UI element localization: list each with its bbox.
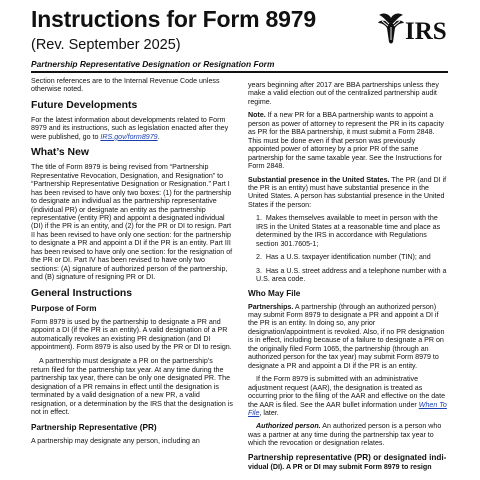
partnerships-text: A partnership (through an authorized person) may submit Form 8979 to designate a PR and appoint a DI if the PR is an entity. In doing so, any prior designation/appointment is revoked. Also, if no PR designation is in effect, including because of a failure to designate a PR on the originally filed Form 1065, the partnership (through an authorized person for the tax year) may submit Form 8979 to designate a PR and appoint a DI if the PR is an entity.: [248, 302, 445, 370]
logo-text: IRS: [405, 18, 447, 45]
substantial-presence-paragraph: [248, 176, 448, 210]
irs-eagle-logo: [376, 8, 447, 48]
future-end: .: [157, 132, 160, 141]
whats-new-text: The title of Form 8979 is being revised from “Partnership Representative Revocation, Designation, and Resignation” to “Partnership Representative Designation or Resignation.” Part I has been revised to have only two boxes: (1) for the partnership to designate an individual as the partnership representative (individual PR) or designate an entity as the partnership representative (entity PR) and appoint a designated individual (DI) if the PR is an entity, and (2) for the PR or DI to resign. Part II has been revised to have only one section: for the partnership to designate a PR and appoint a DI if the PR is an entity. Part III has been revised to have only one section: for the resignation of the PR or DI. Part IV has been revised to have only two sections: (A) signature of authorized person of the partnership, and (B) signature of resigning PR or DI.: [31, 163, 233, 282]
left-column: [31, 77, 233, 480]
form8979-link[interactable]: IRS.gov/form8979: [100, 132, 158, 141]
general-instructions-heading: General Instructions: [31, 287, 133, 299]
future-text: For the latest information about developments related to Form 8979 and its instructions, such as legislation enacted after they were published, go to: [31, 115, 229, 141]
revision-date: (Rev. September 2025): [31, 37, 181, 53]
authorized-person-lead: Authorized person.: [256, 422, 321, 431]
who-may-file-heading: Who May File: [248, 288, 301, 298]
intro-text: Section references are to the Internal Revenue Code unless otherwise noted.: [31, 77, 220, 94]
list-item: 3. Has a U.S. street address and a telephone number with a U.S. area code.: [256, 266, 447, 284]
substantial-presence-lead: Substantial presence in the United States.: [248, 175, 390, 184]
pr-or-di-heading: Partnership representative (PR) or designated indi-: [248, 452, 447, 462]
form-subtitle: Partnership Representative Designation or Resignation Form: [31, 59, 275, 69]
when-to-file-link[interactable]: When To File: [248, 400, 447, 417]
authorized-person-text: An authorized person is a person who was a partner at any time during the partnership tax year to which the revocation or designation relates.: [248, 422, 442, 448]
note-lead: Note.: [248, 111, 266, 120]
aar-end: , later.: [259, 408, 279, 417]
partnership-representative-text: A partnership may designate any person, including an: [31, 436, 200, 445]
whats-new-heading: What’s New: [31, 147, 89, 159]
page-title: Instructions for Form 8979: [31, 6, 316, 32]
aar-text: If the Form 8979 is submitted with an administrative adjustment request (AAR), the designation is treated as occurring prior to the filing of the AAR and effective on the date the AAR is filed. See the AAR bullet information under: [248, 375, 446, 409]
future-developments-heading: Future Developments: [31, 99, 138, 111]
purpose-heading: Purpose of Form: [31, 303, 97, 313]
aar-paragraph: [248, 375, 448, 417]
irs-logo-graphic: [376, 8, 447, 48]
partnership-representative-heading: Partnership Representative (PR): [31, 422, 157, 432]
list-item: 1. Makes themselves available to meet in person with the IRS in the United States at a reasonable time and place as determined by the IRS in accordance with Regulations section 301.7605-1;: [256, 214, 441, 248]
note-text: If a new PR for a BBA partnership wants to appoint a person as power of attorney to represent the PR in its capacity as PR for the BBA partnership, it must submit a Form 2848. This must be done even if that person was previously appointed power of attorney by a prior PR of the same partnership for the same taxable year. See the Instructions for Form 2848.: [248, 111, 444, 171]
note-paragraph: [248, 111, 448, 170]
partnerships-lead: Partnerships.: [248, 302, 294, 311]
right-column: [248, 81, 448, 480]
bba-paragraph: years beginning after 2017 are BBA partnerships unless they make a valid election out of the centralized partnership audit regime.: [248, 81, 439, 106]
list-item: 2. Has a U.S. taxpayer identification number (TIN); and: [256, 253, 431, 262]
future-developments-text: [31, 116, 233, 141]
partnerships-paragraph: [248, 303, 448, 371]
authorized-person-paragraph: [248, 422, 448, 447]
purpose-paragraph-1: Form 8979 is used by the partnership to designate a PR and appoint a DI (if the PR is an entity). A valid designation of a PR automatically revokes an existing PR designation (and DI appointment). Form 8979 is also used by the PR or DI to resign.: [31, 317, 232, 351]
purpose-paragraph-2: A partnership must designate a PR on the partnership’s return filed for the partnership tax year. At any time during the partnership tax year, there can be only one designated PR. The designation of a PR remains in effect until the designation is terminated by a valid designation of a new PR, a valid resignation, or a determination by the IRS that the designation is not in effect.: [31, 357, 233, 417]
pr-or-di-text: vidual (DI). A PR or DI may submit Form 8979 to resign: [248, 462, 432, 471]
substantial-presence-text: The PR (and DI if the PR is an entity) must have substantial presence in the United States. A person has substantial presence in the United States if the person:: [248, 175, 447, 209]
header-rule: [31, 71, 448, 73]
